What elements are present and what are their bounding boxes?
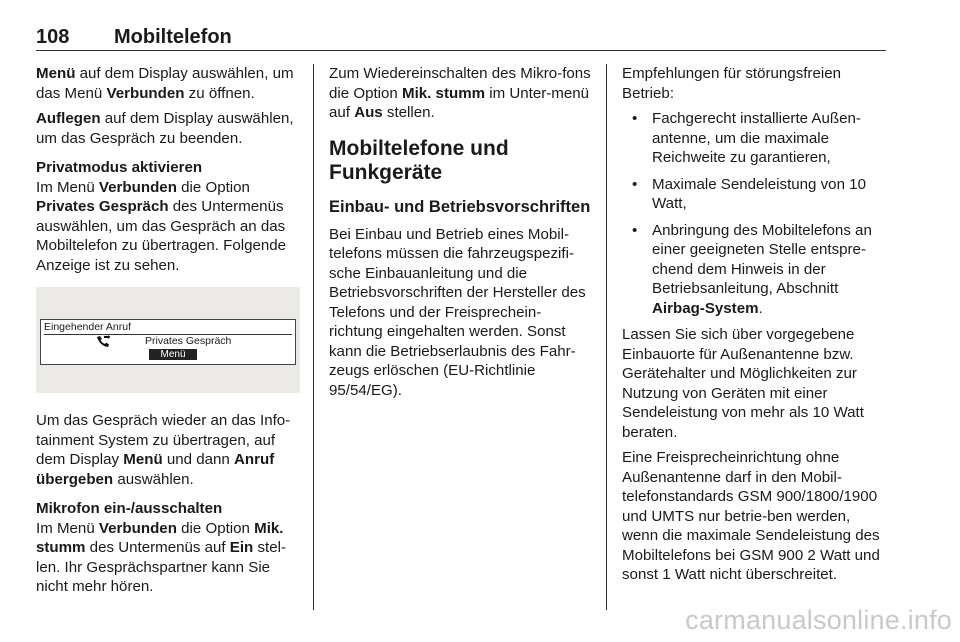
- bold-term: Verbunden: [106, 84, 185, 102]
- text: auf dem Display auswählen, um das Gespräch zu beenden.: [36, 110, 294, 147]
- display-illustration: [36, 287, 300, 393]
- watermark: carmanualsonline.info: [685, 605, 952, 635]
- bold-term: Menü: [123, 451, 163, 468]
- bold-term: Ein: [229, 539, 254, 556]
- text: und dann: [162, 451, 235, 468]
- page-title: Mobiltelefon: [114, 26, 232, 48]
- text: Im Menü: [36, 178, 99, 196]
- display-menu-button: Menü: [149, 349, 197, 360]
- bold-term: Verbunden: [98, 519, 177, 537]
- list-item: • Maximale Sendeleistung von 10 Watt,: [622, 175, 888, 214]
- text: Um das Gespräch wieder an das Info-tainment System zu übertragen, auf dem Display: [36, 412, 291, 468]
- paragraph: [329, 64, 591, 123]
- bold-term: Privates Gespräch: [36, 198, 169, 215]
- header-rule: [36, 50, 886, 51]
- bold-term: Mik. stumm: [36, 519, 284, 556]
- text: stellen.: [382, 104, 435, 121]
- text: Zum Wiedereinschalten des Mikro-fons die Option: [329, 65, 591, 102]
- column-2: [329, 64, 591, 406]
- paragraph: [36, 64, 300, 103]
- bold-term: Verbunden: [98, 178, 177, 196]
- page-header: [36, 26, 884, 52]
- paragraph: Bei Einbau und Betrieb eines Mobil-telefons müssen die fahrzeugspezifi-sche Einbauanleitung und die Betriebsvorschriften der Hersteller des Telefons und der Freisprechein-richtung eingehalten werden. Sonst kann die Betriebserlaubnis des Fahr-zeugs erlöschen (EU-Richtlinie 95/54/EG).: [329, 225, 586, 399]
- paragraph: Eine Freisprecheinrichtung ohne Außenantenne darf in den Mobil-telefonstandards GSM 900/1800/1900 und UMTS nur betrie-ben werden, wenn die maximale Sendeleistung des Mobiltelefons bei GSM 900 2 Watt und sonst 1 Watt nicht überschreitet.: [622, 449, 880, 583]
- display-option-privates-gespraech: Privates Gespräch: [145, 335, 232, 347]
- text: auswählen.: [113, 470, 194, 488]
- text: stel-len. Ihr Gesprächspartner kann Sie nicht mehr hören.: [36, 539, 286, 595]
- bold-term: Mik. stumm: [402, 84, 486, 102]
- text: des Untermenüs auf: [85, 539, 230, 556]
- paragraph: [36, 109, 300, 148]
- list-item: [622, 221, 888, 319]
- text: die Option: [176, 519, 255, 537]
- bold-term: Menü: [36, 65, 76, 82]
- paragraph: [36, 411, 300, 489]
- bold-term: Auflegen: [36, 110, 101, 127]
- subsection-heading: Einbau- und Betriebsvorschriften: [329, 197, 591, 216]
- bold-term: Airbag-System: [652, 299, 759, 317]
- column-divider-2: [606, 64, 607, 610]
- column-1: [36, 64, 300, 603]
- text: im Unter-menü auf: [329, 84, 590, 121]
- page-number: 108: [36, 26, 70, 48]
- text: des Untermenüs auswählen, um das Gespräch an das Mobiltelefon zu übertragen. Folgende Anzeige ist zu sehen.: [36, 198, 287, 274]
- recommendation-list: [622, 109, 888, 318]
- subheading-mikrofon: Mikrofon ein-/ausschalten: [36, 500, 223, 517]
- bold-term: Anruf übergeben: [36, 451, 275, 488]
- paragraph: Empfehlungen für störungsfreien Betrieb:: [622, 65, 841, 102]
- phone-transfer-icon: [95, 335, 111, 349]
- display-screen: [40, 319, 296, 365]
- column-divider-1: [313, 64, 314, 610]
- text: Im Menü: [36, 519, 99, 537]
- section-heading: Mobiltelefone und Funkgeräte: [329, 136, 509, 184]
- text: auf dem Display auswählen, um das Menü: [36, 65, 294, 102]
- text: Anbringung des Mobiltelefons an einer geeigneten Stelle entspre-chend dem Hinweis in der Betriebsanleitung, Abschnitt: [652, 221, 872, 297]
- text: die Option: [176, 178, 250, 196]
- display-title: Eingehender Anruf: [44, 321, 131, 333]
- list-item: • Fachgerecht installierte Außen-antenne, um die maximale Reichweite zu garantieren,: [622, 109, 888, 168]
- column-3: [622, 64, 888, 591]
- subheading-privatmodus: Privatmodus aktivieren: [36, 159, 203, 176]
- paragraph: [36, 519, 300, 597]
- text: .: [758, 299, 763, 317]
- paragraph: Lassen Sie sich über vorgegebene Einbauorte für Außenantenne bzw. Gerätehalter und Möglichkeiten zur Nutzung von Geräten mit einer Sendeleistung von mehr als 10 Watt beraten.: [622, 326, 864, 441]
- paragraph: [36, 178, 300, 276]
- text: zu öffnen.: [184, 84, 255, 102]
- bold-term: Aus: [354, 104, 383, 121]
